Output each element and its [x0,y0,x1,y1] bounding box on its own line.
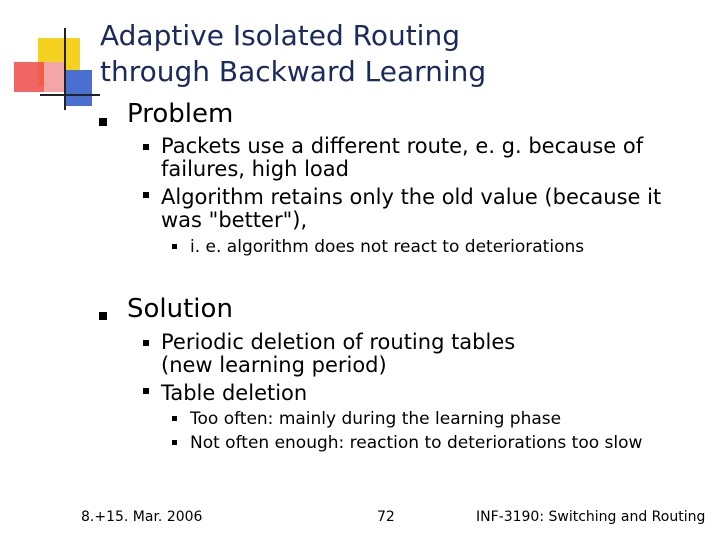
solution-item-1-line-2: (new learning period) [161,353,387,377]
bullet-icon [99,312,107,320]
problem-item-2-line-2: was "better"), [161,208,308,232]
decorative-logo [0,0,100,110]
solution-subitem-1: Too often: mainly during the learning phase [190,409,562,429]
solution-subitem-2: Not often enough: reaction to deteriorations too slow [190,433,643,453]
blue-square [64,70,92,106]
bullet-icon [143,388,149,394]
problem-heading: Problem [127,99,234,129]
problem-subitem-1: i. e. algorithm does not react to deteriorations [190,237,585,257]
problem-item-2-line-1: Algorithm retains only the old value (because it [161,185,662,209]
bullet-icon [143,340,149,346]
bullet-icon [99,118,107,126]
slide-title [100,18,700,90]
problem-item-1-line-2: failures, high load [161,157,349,181]
solution-heading: Solution [127,294,233,324]
bullet-icon [143,192,149,198]
solution-item-2: Table deletion [161,381,308,405]
pink-square [44,62,64,92]
title-line-2: through Backward Learning [100,55,487,88]
bullet-icon [172,440,177,445]
footer-page-number: 72 [377,509,395,525]
bullet-icon [172,244,177,249]
problem-item-1-line-1: Packets use a different route, e. g. because of [161,134,644,158]
footer-date: 8.+15. Mar. 2006 [81,509,203,525]
solution-item-1-line-1: Periodic deletion of routing tables [161,330,516,354]
horizontal-line [40,94,100,96]
vertical-line [64,28,66,110]
bullet-icon [172,416,177,421]
footer-course: INF-3190: Switching and Routing [476,509,706,525]
title-line-1: Adaptive Isolated Routing [100,19,460,52]
bullet-icon [143,144,149,150]
